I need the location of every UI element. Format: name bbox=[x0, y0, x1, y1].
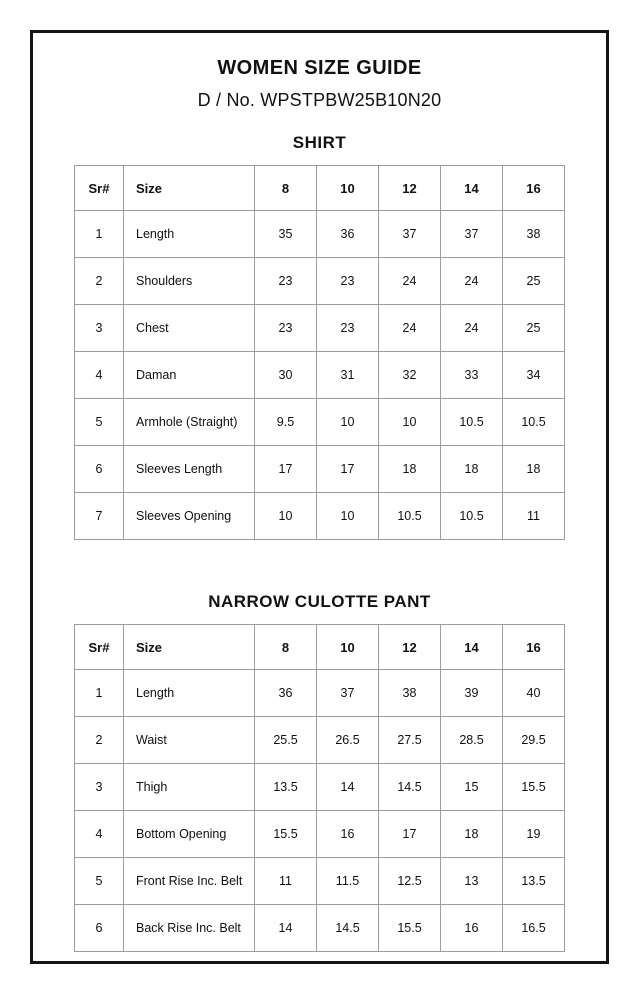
cell-value: 16.5 bbox=[503, 905, 565, 952]
cell-sr: 5 bbox=[75, 858, 124, 905]
cell-value: 11.5 bbox=[317, 858, 379, 905]
cell-value: 10.5 bbox=[503, 399, 565, 446]
cell-value: 25 bbox=[503, 258, 565, 305]
cell-sr: 2 bbox=[75, 258, 124, 305]
cell-value: 16 bbox=[317, 811, 379, 858]
table-row bbox=[75, 258, 565, 305]
cell-value: 14 bbox=[317, 764, 379, 811]
cell-measure: Shoulders bbox=[124, 258, 255, 305]
cell-value: 14 bbox=[255, 905, 317, 952]
cell-value: 18 bbox=[441, 446, 503, 493]
table-row bbox=[75, 858, 565, 905]
cell-value: 17 bbox=[379, 811, 441, 858]
cell-value: 15.5 bbox=[503, 764, 565, 811]
cell-measure: Back Rise Inc. Belt bbox=[124, 905, 255, 952]
column-header-size: Size bbox=[124, 625, 255, 670]
cell-value: 14.5 bbox=[317, 905, 379, 952]
pant-table-body bbox=[75, 670, 565, 952]
cell-value: 34 bbox=[503, 352, 565, 399]
column-header-12: 12 bbox=[379, 166, 441, 211]
cell-value: 31 bbox=[317, 352, 379, 399]
cell-measure: Bottom Opening bbox=[124, 811, 255, 858]
cell-value: 17 bbox=[255, 446, 317, 493]
cell-value: 10.5 bbox=[441, 493, 503, 540]
table-row bbox=[75, 670, 565, 717]
cell-value: 11 bbox=[255, 858, 317, 905]
cell-value: 37 bbox=[379, 211, 441, 258]
cell-measure: Length bbox=[124, 211, 255, 258]
cell-value: 24 bbox=[441, 258, 503, 305]
cell-sr: 3 bbox=[75, 305, 124, 352]
section-spacer bbox=[74, 540, 565, 592]
cell-value: 37 bbox=[441, 211, 503, 258]
shirt-size-table bbox=[74, 165, 565, 540]
cell-value: 23 bbox=[317, 305, 379, 352]
table-header-row bbox=[75, 166, 565, 211]
page-title: WOMEN SIZE GUIDE bbox=[217, 57, 422, 79]
cell-value: 35 bbox=[255, 211, 317, 258]
cell-sr: 4 bbox=[75, 811, 124, 858]
cell-value: 38 bbox=[379, 670, 441, 717]
cell-sr: 1 bbox=[75, 670, 124, 717]
cell-value: 26.5 bbox=[317, 717, 379, 764]
column-header-14: 14 bbox=[441, 166, 503, 211]
column-header-size: Size bbox=[124, 166, 255, 211]
column-header-sr: Sr# bbox=[75, 625, 124, 670]
pant-table-head bbox=[75, 625, 565, 670]
cell-sr: 1 bbox=[75, 211, 124, 258]
cell-value: 15.5 bbox=[379, 905, 441, 952]
column-header-12: 12 bbox=[379, 625, 441, 670]
cell-value: 15 bbox=[441, 764, 503, 811]
cell-value: 40 bbox=[503, 670, 565, 717]
design-number: D / No. WPSTPBW25B10N20 bbox=[197, 90, 442, 110]
cell-value: 24 bbox=[441, 305, 503, 352]
cell-measure: Waist bbox=[124, 717, 255, 764]
cell-value: 10 bbox=[379, 399, 441, 446]
cell-value: 38 bbox=[503, 211, 565, 258]
cell-sr: 3 bbox=[75, 764, 124, 811]
pant-size-table bbox=[74, 624, 565, 952]
table-row bbox=[75, 446, 565, 493]
cell-value: 18 bbox=[441, 811, 503, 858]
table-row bbox=[75, 211, 565, 258]
table-row bbox=[75, 905, 565, 952]
cell-value: 39 bbox=[441, 670, 503, 717]
cell-value: 13.5 bbox=[503, 858, 565, 905]
cell-measure: Front Rise Inc. Belt bbox=[124, 858, 255, 905]
table-row bbox=[75, 493, 565, 540]
cell-value: 36 bbox=[255, 670, 317, 717]
column-header-sr: Sr# bbox=[75, 166, 124, 211]
cell-value: 23 bbox=[255, 305, 317, 352]
cell-value: 18 bbox=[379, 446, 441, 493]
cell-value: 28.5 bbox=[441, 717, 503, 764]
cell-value: 17 bbox=[317, 446, 379, 493]
table-header-row bbox=[75, 625, 565, 670]
cell-value: 30 bbox=[255, 352, 317, 399]
cell-value: 33 bbox=[441, 352, 503, 399]
cell-value: 37 bbox=[317, 670, 379, 717]
cell-value: 13 bbox=[441, 858, 503, 905]
cell-value: 19 bbox=[503, 811, 565, 858]
cell-measure: Armhole (Straight) bbox=[124, 399, 255, 446]
column-header-16: 16 bbox=[503, 166, 565, 211]
column-header-8: 8 bbox=[255, 625, 317, 670]
cell-value: 23 bbox=[255, 258, 317, 305]
section-title-pant: NARROW CULOTTE PANT bbox=[208, 592, 431, 611]
cell-value: 13.5 bbox=[255, 764, 317, 811]
cell-sr: 5 bbox=[75, 399, 124, 446]
cell-value: 11 bbox=[503, 493, 565, 540]
cell-sr: 7 bbox=[75, 493, 124, 540]
cell-value: 14.5 bbox=[379, 764, 441, 811]
cell-value: 23 bbox=[317, 258, 379, 305]
cell-value: 27.5 bbox=[379, 717, 441, 764]
cell-measure: Length bbox=[124, 670, 255, 717]
cell-value: 25.5 bbox=[255, 717, 317, 764]
cell-value: 10 bbox=[317, 399, 379, 446]
column-header-16: 16 bbox=[503, 625, 565, 670]
cell-value: 15.5 bbox=[255, 811, 317, 858]
cell-value: 36 bbox=[317, 211, 379, 258]
cell-value: 10 bbox=[317, 493, 379, 540]
page-content bbox=[30, 30, 609, 952]
cell-value: 24 bbox=[379, 305, 441, 352]
shirt-table-body bbox=[75, 211, 565, 540]
cell-value: 16 bbox=[441, 905, 503, 952]
cell-measure: Chest bbox=[124, 305, 255, 352]
table-row bbox=[75, 764, 565, 811]
table-row bbox=[75, 352, 565, 399]
cell-measure: Sleeves Opening bbox=[124, 493, 255, 540]
column-header-10: 10 bbox=[317, 166, 379, 211]
cell-measure: Sleeves Length bbox=[124, 446, 255, 493]
column-header-10: 10 bbox=[317, 625, 379, 670]
section-title-shirt: SHIRT bbox=[292, 133, 347, 152]
cell-value: 29.5 bbox=[503, 717, 565, 764]
cell-sr: 6 bbox=[75, 905, 124, 952]
table-row bbox=[75, 717, 565, 764]
cell-sr: 2 bbox=[75, 717, 124, 764]
cell-value: 10.5 bbox=[441, 399, 503, 446]
cell-value: 12.5 bbox=[379, 858, 441, 905]
column-header-14: 14 bbox=[441, 625, 503, 670]
cell-value: 9.5 bbox=[255, 399, 317, 446]
shirt-table-head bbox=[75, 166, 565, 211]
cell-value: 18 bbox=[503, 446, 565, 493]
table-row bbox=[75, 399, 565, 446]
cell-value: 10 bbox=[255, 493, 317, 540]
cell-value: 32 bbox=[379, 352, 441, 399]
cell-value: 24 bbox=[379, 258, 441, 305]
cell-value: 25 bbox=[503, 305, 565, 352]
cell-sr: 4 bbox=[75, 352, 124, 399]
cell-measure: Thigh bbox=[124, 764, 255, 811]
cell-value: 10.5 bbox=[379, 493, 441, 540]
table-row bbox=[75, 811, 565, 858]
cell-measure: Daman bbox=[124, 352, 255, 399]
cell-sr: 6 bbox=[75, 446, 124, 493]
column-header-8: 8 bbox=[255, 166, 317, 211]
table-row bbox=[75, 305, 565, 352]
